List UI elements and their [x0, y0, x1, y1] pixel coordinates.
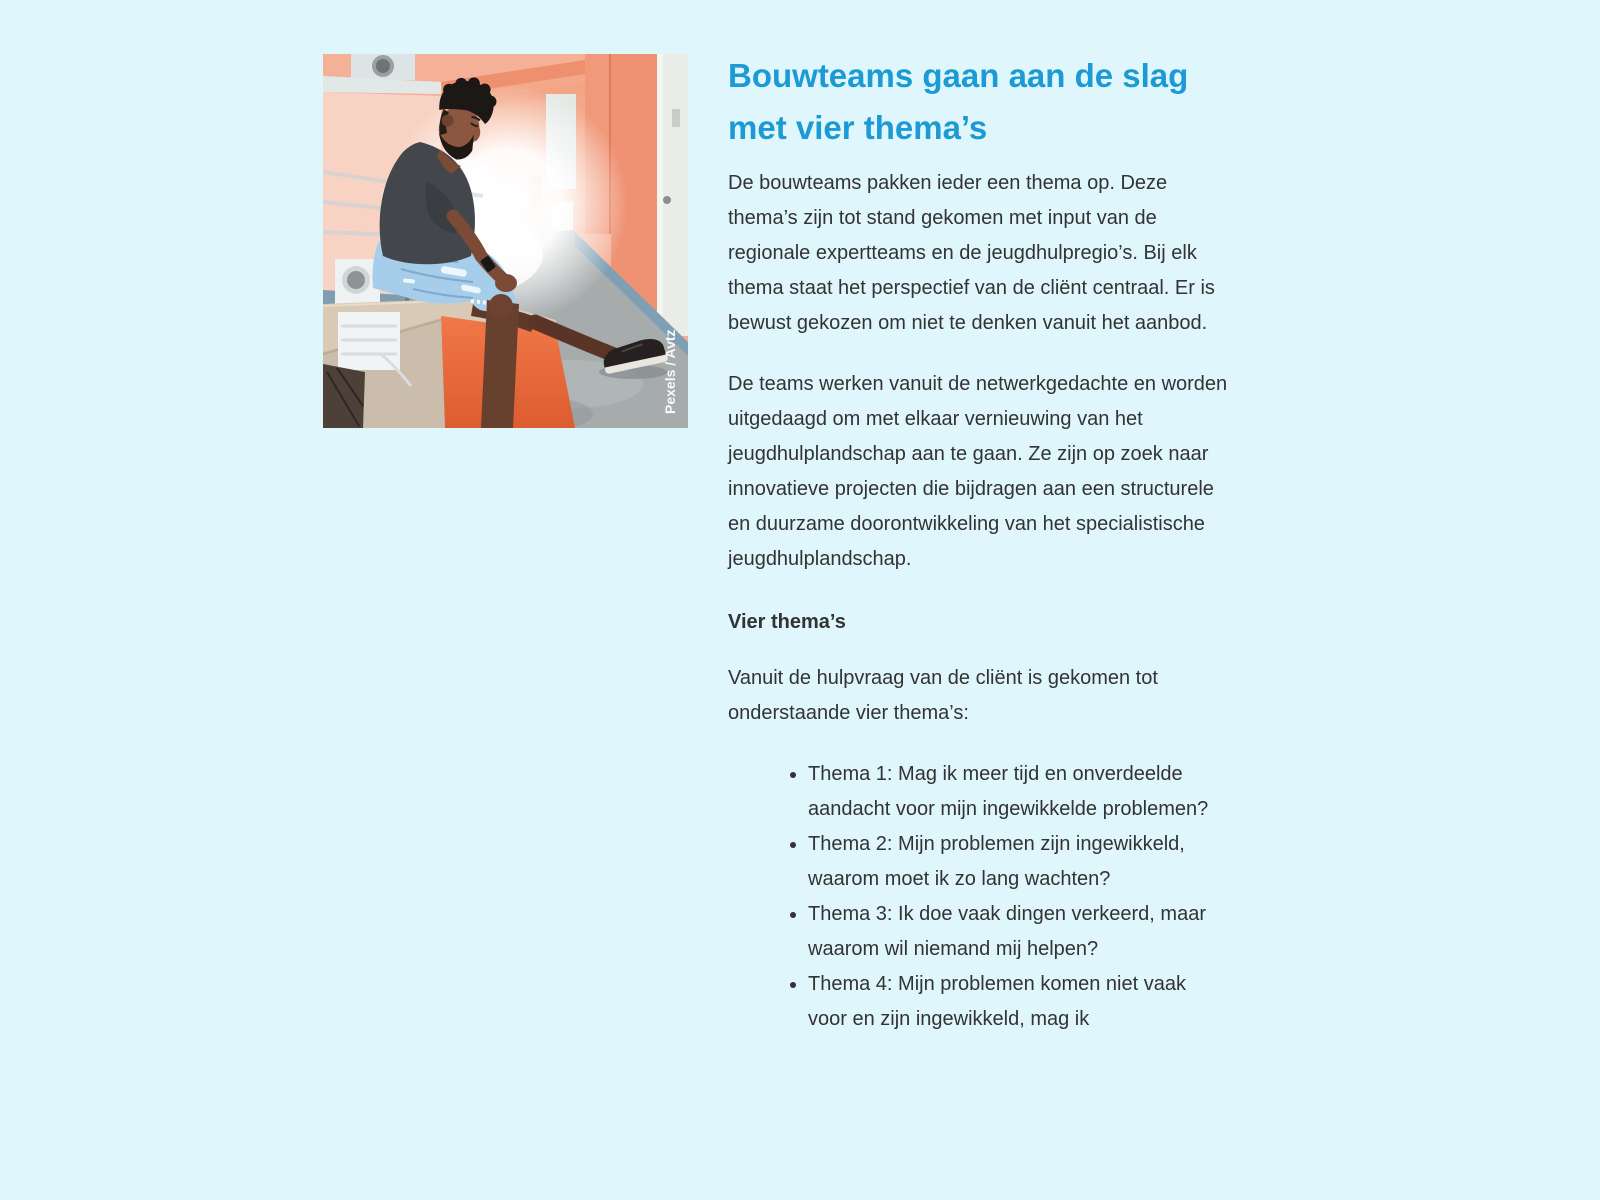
article-photo [323, 54, 688, 428]
article-paragraph: De teams werken vanuit de netwerkgedachte en worden uitgedaagd om met elkaar vernieuwing van het jeugdhulplandschap aan te gaan. Ze zijn op zoek naar innovatieve projecten die bijdragen aan een structurele en duurzame doorontwikkeling van het specialistische jeugdhulplandschap. [728, 373, 1228, 570]
themes-list [728, 757, 1228, 1037]
theme-item: • Thema 1: Mag ik meer tijd en onverdeelde aandacht voor mijn ingewikkelde problemen? [808, 757, 1228, 827]
article-paragraph: De bouwteams pakken ieder een thema op. Deze thema’s zijn tot stand gekomen met input van de regionale expertteams en de jeugdhulpregio’s. Bij elk thema staat het perspectief van de cliënt centraal. Er is bewust gekozen om niet te denken vanuit het aanbod. [728, 172, 1215, 334]
section-subheading: Vier thema’s [728, 611, 846, 633]
photo-illustration [323, 54, 688, 428]
photo-credit: Pexels / Avtz [662, 329, 678, 414]
intro-paragraph: Vanuit de hulpvraag van de cliënt is gekomen tot onderstaande vier thema’s: [728, 667, 1158, 724]
article-body [728, 50, 1228, 1037]
article-title: Bouwteams gaan aan de slag met vier thema’s [728, 57, 1189, 146]
theme-item: • Thema 2: Mijn problemen zijn ingewikkeld, waarom moet ik zo lang wachten? [808, 827, 1228, 897]
theme-item: • Thema 3: Ik doe vaak dingen verkeerd, maar waarom wil niemand mij helpen? [808, 897, 1228, 967]
theme-item: • Thema 4: Mijn problemen komen niet vaak voor en zijn ingewikkeld, mag ik [808, 967, 1228, 1037]
